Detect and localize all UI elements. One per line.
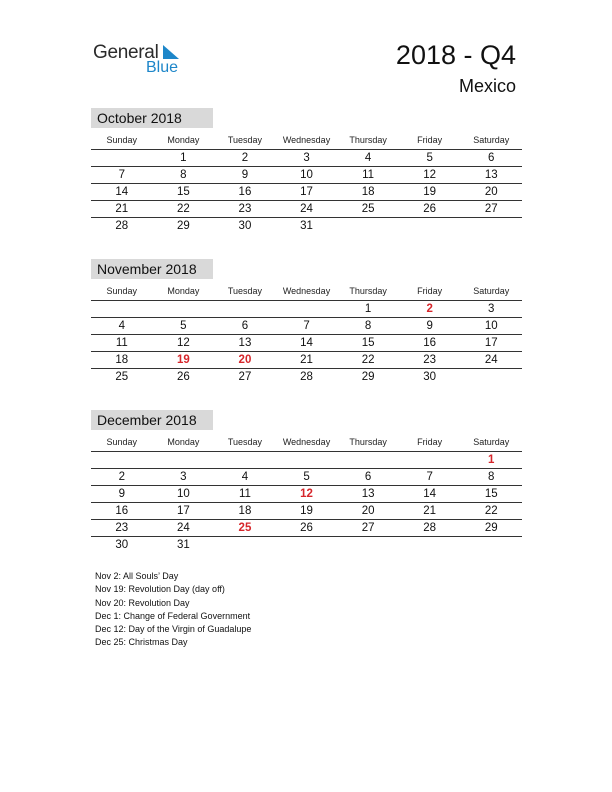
week-row (91, 301, 522, 318)
day-cell: 26 (176, 371, 190, 383)
week-row (91, 218, 522, 234)
day-cell: 30 (115, 539, 129, 551)
day-cell: 24 (176, 522, 190, 534)
logo-text-general: General (93, 42, 159, 63)
day-cell: 13 (361, 488, 375, 500)
day-cell: 14 (423, 488, 437, 500)
empty-day-cell (214, 301, 276, 317)
day-cell: 9 (241, 169, 249, 181)
weekday-label: Thursday (349, 286, 387, 296)
empty-day-cell (337, 537, 399, 553)
weekday-label: Monday (167, 286, 200, 296)
weekday-label: Thursday (349, 437, 387, 447)
day-cell: 20 (238, 354, 252, 366)
empty-day-cell (337, 218, 399, 234)
day-cell: 17 (300, 186, 313, 198)
month-december (91, 410, 522, 553)
day-cell: 22 (484, 505, 498, 517)
day-cell: 11 (362, 169, 375, 181)
weekday-label: Sunday (106, 135, 138, 145)
day-cell: 14 (300, 337, 313, 349)
day-cell: 18 (238, 505, 252, 517)
day-cell: 29 (176, 220, 190, 232)
day-cell: 7 (426, 471, 433, 483)
empty-day-cell (460, 369, 522, 385)
day-cell: 6 (488, 152, 495, 164)
empty-day-cell (91, 150, 153, 166)
day-cell: 22 (361, 354, 375, 366)
day-cell: 12 (423, 169, 437, 181)
day-cell: 25 (238, 522, 252, 534)
day-cell: 24 (300, 203, 313, 215)
day-cell: 4 (118, 320, 125, 332)
day-cell: 21 (423, 505, 437, 517)
day-cell: 21 (300, 354, 313, 366)
day-cell: 2 (241, 152, 249, 164)
weekday-label: Monday (167, 437, 200, 447)
day-cell: 5 (303, 471, 310, 483)
day-cell: 23 (115, 522, 129, 534)
week-row (91, 537, 522, 553)
day-cell: 19 (300, 505, 313, 517)
day-cell: 15 (176, 186, 190, 198)
weekday-label: Wednesday (282, 286, 331, 296)
empty-day-cell (337, 452, 399, 468)
day-cell: 19 (423, 186, 437, 198)
month-weeks (91, 150, 522, 234)
country-name: Mexico (458, 76, 516, 96)
day-cell: 26 (300, 522, 313, 534)
month-title: December 2018 (91, 410, 213, 430)
week-row (91, 369, 522, 385)
month-weeks (91, 452, 522, 553)
weekday-label: Tuesday (227, 437, 263, 447)
day-cell: 27 (238, 371, 252, 383)
week-row (91, 201, 522, 218)
holiday-note: Nov 20: Revolution Day (95, 597, 190, 608)
day-cell: 21 (115, 203, 129, 215)
day-cell: 1 (180, 152, 187, 164)
weekday-label: Saturday (473, 437, 510, 447)
day-cell: 7 (118, 169, 125, 181)
day-cell: 12 (300, 488, 313, 500)
day-cell: 6 (241, 320, 249, 332)
day-cell: 15 (361, 337, 375, 349)
weekday-label: Tuesday (227, 135, 263, 145)
week-row (91, 469, 522, 486)
weekday-label: Sunday (106, 437, 138, 447)
holiday-note: Nov 2: All Souls’ Day (95, 571, 179, 581)
day-cell: 13 (238, 337, 252, 349)
month-november (91, 259, 522, 385)
page-title: 2018 - Q4 (395, 40, 516, 70)
logo (93, 42, 193, 78)
day-cell: 5 (426, 152, 433, 164)
day-cell: 18 (361, 186, 375, 198)
empty-day-cell (399, 537, 461, 553)
week-row (91, 318, 522, 335)
weekday-label: Saturday (473, 286, 510, 296)
day-cell: 24 (484, 354, 498, 366)
weekday-label: Monday (167, 135, 200, 145)
day-cell: 28 (423, 522, 437, 534)
weekday-header-row (91, 433, 522, 452)
holiday-note: Nov 19: Revolution Day (day off) (95, 584, 225, 595)
day-cell: 30 (238, 220, 252, 232)
empty-day-cell (276, 537, 338, 553)
day-cell: 17 (176, 505, 190, 517)
empty-day-cell (91, 301, 153, 317)
week-row (91, 150, 522, 167)
month-october (91, 108, 522, 234)
day-cell: 9 (426, 320, 433, 332)
day-cell: 23 (238, 203, 252, 215)
day-cell: 5 (180, 320, 187, 332)
day-cell: 20 (484, 186, 498, 198)
day-cell: 6 (364, 471, 372, 483)
day-cell: 16 (423, 337, 437, 349)
empty-day-cell (399, 218, 461, 234)
day-cell: 12 (176, 337, 190, 349)
weekday-label: Wednesday (282, 437, 331, 447)
day-cell: 27 (361, 522, 375, 534)
holiday-note: Dec 25: Christmas Day (95, 637, 188, 648)
day-cell: 26 (423, 203, 437, 215)
day-cell: 2 (118, 471, 125, 483)
month-title: October 2018 (91, 108, 213, 128)
month-weeks (91, 301, 522, 385)
week-row (91, 452, 522, 469)
logo-triangle-icon (161, 45, 179, 61)
weekday-label: Friday (417, 135, 443, 145)
day-cell: 30 (423, 371, 437, 383)
empty-day-cell (399, 452, 461, 468)
day-cell: 10 (484, 320, 498, 332)
week-row (91, 486, 522, 503)
day-cell: 1 (364, 303, 372, 315)
day-cell: 18 (115, 354, 129, 366)
day-cell: 2 (426, 303, 433, 315)
weekday-header-row (91, 131, 522, 150)
day-cell: 11 (115, 337, 128, 349)
day-cell: 11 (238, 488, 251, 500)
day-cell: 29 (361, 371, 375, 383)
empty-day-cell (276, 452, 338, 468)
weekday-label: Thursday (349, 135, 387, 145)
day-cell: 14 (115, 186, 129, 198)
empty-day-cell (153, 301, 215, 317)
day-cell: 29 (484, 522, 498, 534)
weekday-header-row (91, 282, 522, 301)
week-row (91, 184, 522, 201)
weekday-label: Friday (417, 437, 443, 447)
week-row (91, 352, 522, 369)
week-row (91, 520, 522, 537)
weekday-label: Saturday (473, 135, 510, 145)
day-cell: 17 (484, 337, 498, 349)
day-cell: 28 (115, 220, 129, 232)
day-cell: 31 (300, 220, 313, 232)
week-row (91, 167, 522, 184)
empty-day-cell (460, 218, 522, 234)
empty-day-cell (214, 537, 276, 553)
week-row (91, 503, 522, 520)
week-row (91, 335, 522, 352)
day-cell: 4 (241, 471, 249, 483)
day-cell: 1 (488, 454, 495, 466)
day-cell: 27 (484, 203, 498, 215)
day-cell: 10 (176, 488, 190, 500)
day-cell: 16 (238, 186, 252, 198)
day-cell: 8 (488, 471, 495, 483)
day-cell: 3 (303, 152, 310, 164)
weekday-label: Sunday (106, 286, 138, 296)
day-cell: 3 (180, 471, 187, 483)
empty-day-cell (214, 452, 276, 468)
empty-day-cell (460, 537, 522, 553)
day-cell: 9 (118, 488, 125, 500)
empty-day-cell (153, 452, 215, 468)
day-cell: 15 (484, 488, 498, 500)
day-cell: 8 (364, 320, 372, 332)
day-cell: 13 (484, 169, 498, 181)
day-cell: 10 (300, 169, 313, 181)
day-cell: 25 (115, 371, 129, 383)
day-cell: 20 (361, 505, 375, 517)
day-cell: 22 (176, 203, 190, 215)
empty-day-cell (91, 452, 153, 468)
day-cell: 16 (115, 505, 129, 517)
weekday-label: Tuesday (227, 286, 263, 296)
holiday-note: Dec 1: Change of Federal Government (95, 610, 251, 621)
day-cell: 4 (364, 152, 372, 164)
day-cell: 8 (180, 169, 187, 181)
day-cell: 7 (303, 320, 310, 332)
day-cell: 23 (423, 354, 437, 366)
day-cell: 19 (176, 354, 190, 366)
month-title: November 2018 (91, 259, 213, 279)
weekday-label: Wednesday (282, 135, 331, 145)
holiday-notes (95, 570, 251, 650)
day-cell: 25 (361, 203, 375, 215)
day-cell: 3 (488, 303, 495, 315)
holiday-note: Dec 12: Day of the Virgin of Guadalupe (95, 624, 252, 635)
weekday-label: Friday (417, 286, 443, 296)
logo-text-blue: Blue (146, 59, 179, 76)
empty-day-cell (276, 301, 338, 317)
day-cell: 28 (300, 371, 313, 383)
day-cell: 31 (176, 539, 190, 551)
